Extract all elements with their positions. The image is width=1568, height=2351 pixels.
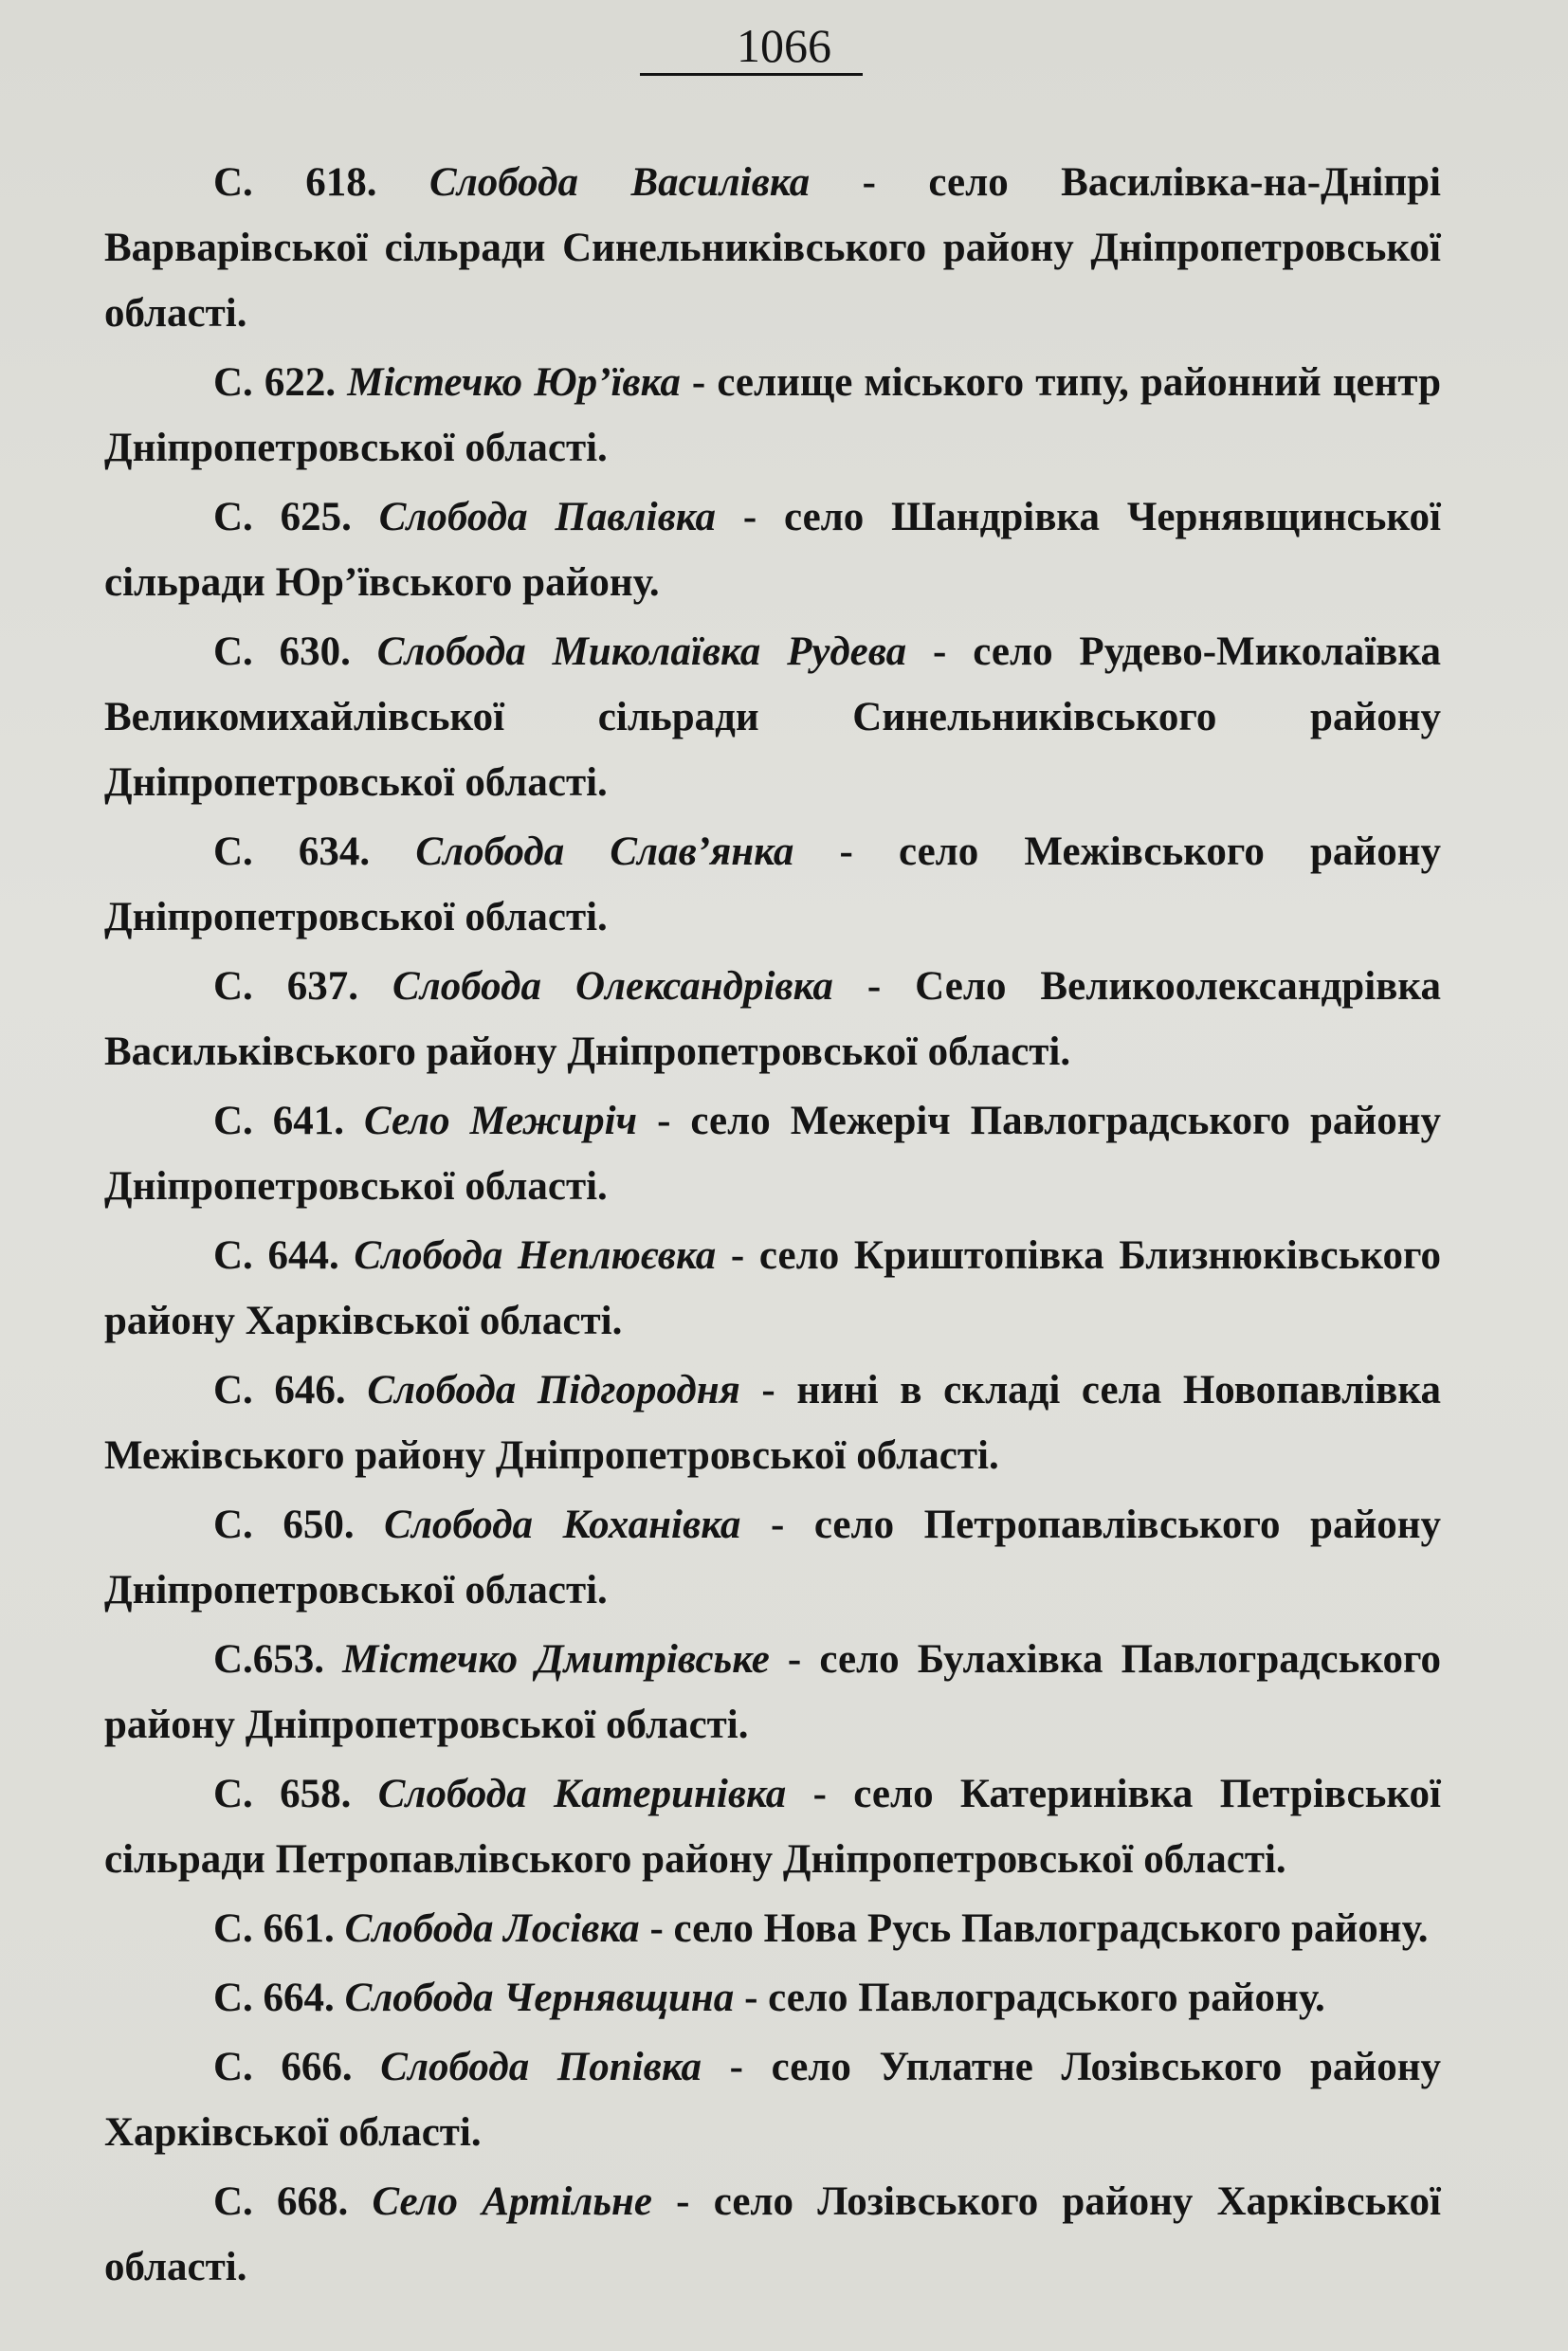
entry: [104, 484, 1441, 615]
entry-desc: - село Катеринівка Петрівської сільради Петропавлівського району Дніпропетровської області.: [104, 1772, 1442, 1882]
entry: [104, 1492, 1441, 1623]
entry-name: Слобода Попівка: [380, 2045, 702, 2089]
entry-desc: - село Шандрівка Чернявщинської сільради Юр’ївського району.: [104, 495, 1442, 605]
entry-desc: - нині в складі села Новопавлівка Межівського району Дніпропетровської області.: [104, 1368, 1441, 1478]
entry-name: Село Артільне: [372, 2179, 652, 2224]
entries-list: [104, 150, 1441, 2304]
entry-name: Слобода Чернявщина: [344, 1976, 735, 2020]
entry-ref: С. 658.: [213, 1772, 352, 1816]
entry-name: Слобода Павлівка: [378, 495, 717, 539]
entry-ref: С. 646.: [213, 1368, 346, 1412]
entry-ref: С. 637.: [213, 964, 359, 1009]
entry-ref: С.653.: [213, 1637, 325, 1682]
entry-name: Слобода Катеринівка: [377, 1772, 787, 1816]
entry-name: Слобода Миколаївка Рудева: [376, 629, 907, 674]
entry-desc: - село Уплатне Лозівського району Харківської області.: [104, 2045, 1441, 2155]
entry: [104, 1358, 1441, 1488]
entry-desc: - село Рудево-Миколаївка Великомихайлівської сільради Синельниківського району Дніпропетровської області.: [104, 629, 1441, 805]
entry: [104, 619, 1441, 815]
entry-desc: - село Павлоградського району.: [734, 1976, 1325, 2020]
entry-ref: С. 668.: [213, 2179, 349, 2224]
entry-desc: - Село Великоолександрівка Васильківського району Дніпропетровської області.: [104, 964, 1441, 1074]
page-number: 1066: [737, 19, 831, 72]
entry-name: Містечко Дмитрівське: [342, 1637, 770, 1682]
entry-ref: С. 644.: [213, 1233, 339, 1278]
entry-desc: - село Василівка-на-Дніпрі Варварівської сільради Синельниківського району Дніпропетровської області.: [104, 160, 1441, 336]
entry-ref: С. 661.: [213, 1906, 335, 1951]
entry: [104, 150, 1441, 346]
entry: [104, 1627, 1441, 1758]
entry: [104, 1761, 1441, 1892]
entry: [104, 1896, 1441, 1961]
entry-ref: С. 666.: [213, 2045, 353, 2089]
entry-name: Слобода Неплюєвка: [354, 1233, 717, 1278]
entry-name: Слобода Лосівка: [344, 1906, 640, 1951]
entry-ref: С. 650.: [213, 1503, 355, 1547]
entry-desc: - село Межівського району Дніпропетровської області.: [104, 829, 1441, 939]
page-number-rule: [640, 73, 863, 76]
entry-ref: С. 664.: [213, 1976, 335, 2020]
entry: [104, 1223, 1441, 1354]
entry: [104, 2034, 1441, 2165]
entry-ref: С. 634.: [213, 829, 371, 874]
entry: [104, 1965, 1441, 2031]
entry-ref: С. 625.: [213, 495, 352, 539]
entry-desc: - село Булахівка Павлоградського району Дніпропетровської області.: [104, 1637, 1441, 1747]
entry-name: Слобода Василівка: [429, 160, 811, 205]
entry-name: Слобода Коханівка: [384, 1503, 741, 1547]
entry-desc: - село Лозівського району Харківської області.: [104, 2179, 1442, 2289]
entry-name: Село Межиріч: [364, 1099, 638, 1143]
entry: [104, 2169, 1441, 2300]
entry: [104, 819, 1441, 950]
entry-desc: - село Нова Русь Павлоградського району.: [639, 1906, 1429, 1951]
entry-desc: - селище міського типу, районний центр Дніпропетровської області.: [104, 360, 1441, 470]
entry-name: Слобода Слав’янка: [415, 829, 794, 874]
entry-ref: С. 618.: [213, 160, 377, 205]
entry: [104, 1088, 1441, 1219]
entry-ref: С. 622.: [213, 360, 337, 405]
entry-ref: С. 630.: [213, 629, 351, 674]
entry-desc: - село Петропавлівського району Дніпропетровської області.: [104, 1503, 1442, 1613]
entry-desc: - село Межеріч Павлоградського району Дніпропетровської області.: [104, 1099, 1441, 1209]
entry-name: Слобода Олександрівка: [392, 964, 833, 1009]
entry-name: Слобода Підгородня: [367, 1368, 740, 1412]
entry-desc: - село Криштопівка Близнюківського району Харківської області.: [104, 1233, 1441, 1343]
entry-name: Містечко Юр’ївка: [347, 360, 681, 405]
entry: [104, 350, 1441, 481]
entry: [104, 954, 1441, 1084]
entry-ref: С. 641.: [213, 1099, 345, 1143]
